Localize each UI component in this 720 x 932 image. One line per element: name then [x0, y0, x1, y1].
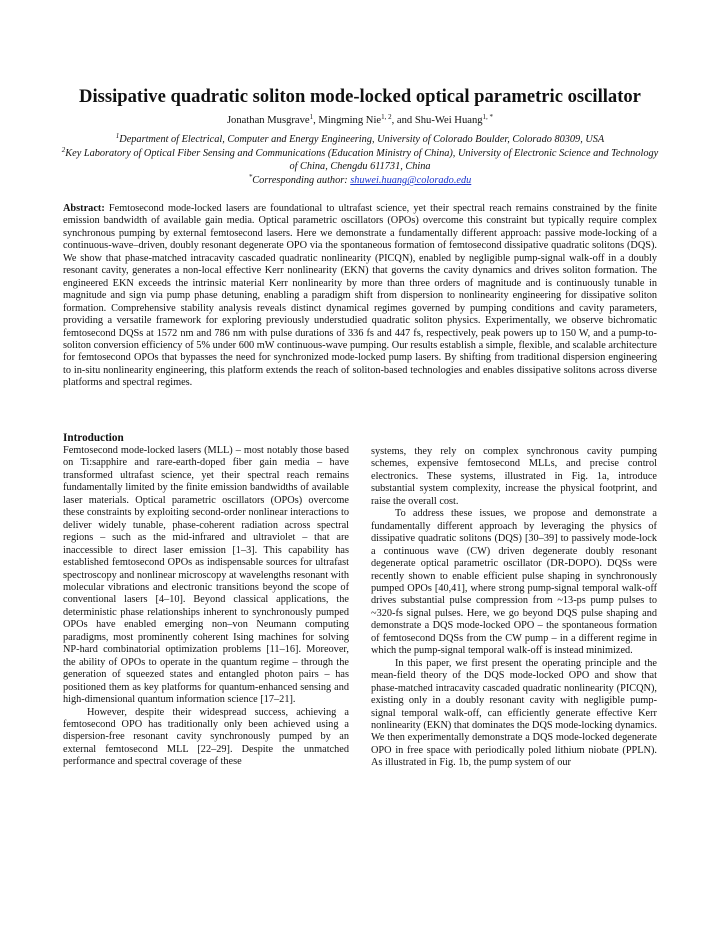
affiliation-mark: 2: [61, 146, 66, 154]
author-list: [40, 114, 680, 127]
author-separator: ,: [313, 115, 319, 126]
email-link[interactable]: shuwei.huang@colorado.edu: [350, 175, 472, 186]
author-name: Mingming Nie: [318, 115, 382, 126]
corresponding-mark: *: [248, 173, 253, 181]
author-affiliation-mark: 1, *: [482, 113, 494, 121]
section-heading-introduction: Introduction: [63, 432, 124, 444]
paragraph: To address these issues, we propose and demonstrate a fundamentally different approach by leveraging the physics of dissipative quadratic solitons (DQS) [30–39] to passively mode-lock a continuous wave (CW) driven degenerate doubly resonant degenerate optical parametric oscillator (DR-DOPO). DQSs were recently shown to enable efficient pulse shaping in synchronously pumped OPOs [40,41], where strong pump-signal temporal walk-off drives substantial pulse compression from ~13-ps pump pulses to ~320-fs signal pulses. Here, we go beyond DQS pulse shaping and demonstrate a DQS mode-locked OPO – the spontaneous formation of femtosecond DQSs from the CW pump – in a different regime in which the pump-signal temporal walk-off is instead minimized.: [371, 508, 657, 657]
author-name: Shu-Wei Huang: [414, 115, 483, 126]
paragraph: Femtosecond mode-locked lasers (MLL) – most notably those based on Ti:sapphire and rare-earth-doped fiber gain media – have transformed ultrafast science, yet their spectral reach remains fundamentally limited by the finite emission bandwidths of available laser materials. Optical parametric oscillators (OPOs) overcome these constraints by exploiting second-order nonlinear interactions to deliver widely tunable, phase-coherent radiation across spectral regions – such as the mid-infrared and ultraviolet – that are inaccessible to direct laser emission [1–3]. This capability has established femtosecond OPOs as indispensable sources for ultrafast spectroscopy and nonlinear microscopy at wavelengths resonant with molecular vibrations and electronic transitions beyond the scope of conventional lasers [4–10]. Beyond classical applications, the deterministic phase relationships inherent to synchronously pumped OPOs have enabled emerging non–von Neumann computing paradigms, most prominently coherent Ising machines for solving NP-hard combinatorial optimization problems [11–16]. Moreover, the ability of OPOs to operate in the quantum regime – through the generation of squeezed states and entangled photon pairs – has positioned them as key platforms for quantum-enhanced sensing and high-dimensional quantum information science [17–21].: [63, 445, 349, 706]
affiliation-1: [60, 134, 660, 147]
paragraph: systems, they rely on complex synchronous cavity pumping schemes, expensive femtosecond MLLs, and precise control electronics. These systems, illustrated in Fig. 1a, introduce substantial system complexity, increase the physical footprint, and raise the overall cost.: [371, 446, 657, 507]
introduction-left-column: [63, 445, 349, 769]
corresponding-label: Corresponding author:: [252, 175, 351, 186]
author-separator: , and: [391, 115, 415, 126]
affiliation-text: Key Laboratory of Optical Fiber Sensing and Communications (Education Ministry of China), University of Electronic Science and Technology of China, Chengdu 611731, China: [65, 148, 659, 172]
abstract: [63, 203, 657, 390]
author-name: Jonathan Musgrave: [226, 115, 310, 126]
paragraph: However, despite their widespread success, achieving a femtosecond OPO has traditionally only been achieved using a dispersion-free resonant cavity synchronously pumped by an external femtosecond MLL [22–29]. Despite the unmatched performance and spectral coverage of these: [63, 706, 349, 768]
paper-title: Dissipative quadratic soliton mode-locked optical parametric oscillator: [79, 86, 641, 107]
affiliation-text: Department of Electrical, Computer and Energy Engineering, University of Colorado Boulder, Colorado 80309, USA: [119, 134, 605, 145]
paragraph: In this paper, we first present the operating principle and the mean-field theory of the DQS mode-locked OPO and show that phase-matched intracavity cascaded quadratic nonlinearity (PICQN), existing only in a doubly resonant cavity with negligible pump-signal temporal walk-off, can efficiently generate effective Kerr nonlinearity (EKN) that dominates the DQS mode-locking dynamics. We then experimentally demonstrate a DQS mode-locked degenerate OPO in free space with periodically poled lithium niobate (PPLN). As illustrated in Fig. 1b, the pump system of our: [371, 657, 657, 769]
author-affiliation-mark: 1, 2: [381, 113, 392, 121]
affiliation-mark: 1: [115, 132, 120, 140]
abstract-label: Abstract:: [63, 203, 105, 214]
corresponding-author: [60, 175, 660, 188]
introduction-right-column: [371, 446, 657, 770]
abstract-text: Femtosecond mode-locked lasers are foundational to ultrafast science, yet their spectral reach remains constrained by the finite emission bandwidth of available gain media. Optical parametric oscillators (OPOs) overcome this constraint but typically require complex synchronous pumping by external femtosecond lasers. Here we demonstrate a fundamentally different approach: passive mode-locking of a continuous-wave–driven, doubly resonant degenerate OPO via the spontaneous formation of femtosecond dissipative quadratic solitons (DQS). We show that phase-matched intracavity cascaded quadratic nonlinearity (PICQN), enabled by negligible pump-signal walk-off in a doubly resonant cavity, generates a non-local effective Kerr nonlinearity (EKN) that governs the cavity dynamics and drives soliton formation. The engineered EKN exceeds the intrinsic material Kerr nonlinearity by more than three orders of magnitude and is continuously tunable in magnitude and sign via pump phase detuning, enabling a paradigm shift from dispersion to nonlinearity engineering for dissipative soliton formation. Comprehensive stability analysis reveals distinct dynamical regimes governed by pumping conditions and cavity parameters, providing a versatile framework for exploring previously understudied quadratic soliton physics. Experimentally, we observe bichromatic femtosecond DQSs at 1572 nm and 786 nm with pulse durations of 336 fs and 447 fs, respectively, peak powers up to 150 W, and a pump-to-soliton conversion efficiency of 5% under 600 mW continuous-wave pumping. Our results establish a simple, flexible, and scalable architecture for femtosecond OPOs that bypasses the need for synchronized mode-locked pump lasers. By shifting from traditional dispersion engineering to in-situ nonlinearity engineering, this platform extends the reach of soliton-based technologies and enables dissipative solitons across diverse platforms and spectral regimes.: [63, 203, 657, 389]
author-affiliation-mark: 1: [309, 113, 314, 121]
affiliation-2: [60, 148, 660, 173]
